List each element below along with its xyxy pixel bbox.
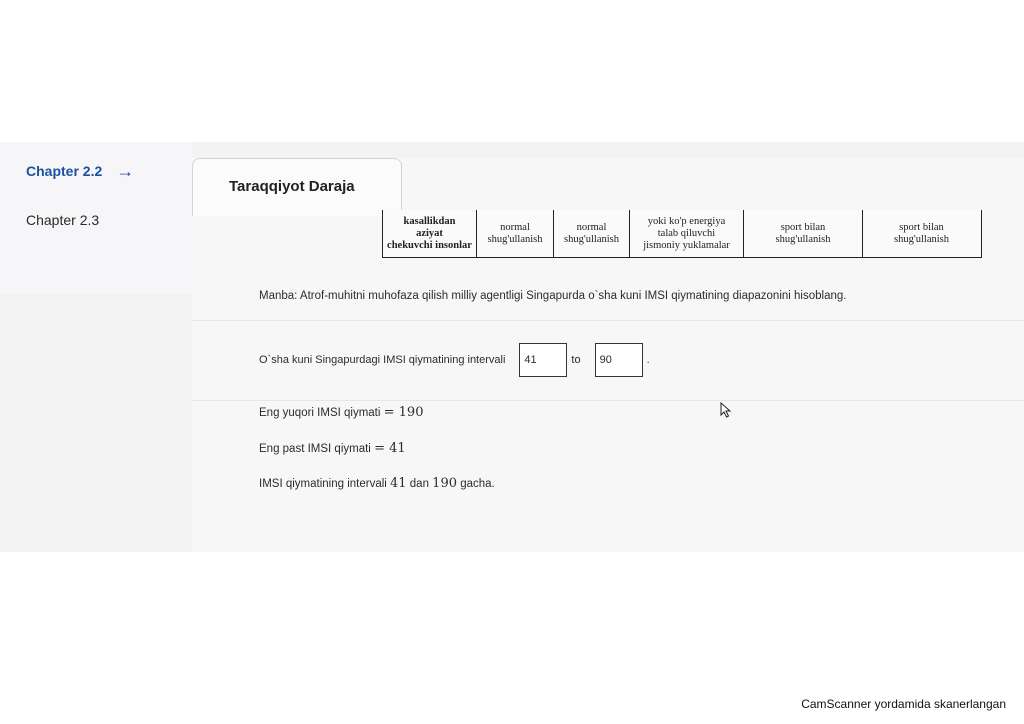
cell-line: shug'ullanish (775, 233, 831, 245)
range-line (259, 476, 495, 491)
table-cell (863, 210, 980, 257)
tab-label: Taraqqiyot Daraja (229, 178, 355, 195)
range-suffix: gacha. (460, 478, 495, 490)
range-mid: dan (409, 478, 429, 490)
cell-line: shug'ullanish (564, 233, 619, 245)
range-high: 190 (432, 476, 457, 491)
table-cell (630, 210, 744, 257)
table-cell (477, 210, 554, 257)
interval-high-input[interactable]: 90 (595, 343, 643, 377)
cell-line: yoki ko'p energiya (647, 215, 726, 227)
max-value-line (259, 405, 423, 420)
table-cell (744, 210, 863, 257)
table-cell (383, 210, 477, 257)
interval-question (259, 342, 650, 378)
cell-line: normal (576, 221, 607, 233)
table-cell (554, 210, 630, 257)
arrow-right-icon: → (116, 161, 135, 181)
sidebar-item-chapter-2-2[interactable] (26, 162, 134, 180)
cell-line: talab qiluvchi (657, 227, 716, 239)
cell-line: shug'ullanish (487, 233, 543, 245)
cell-line: shug'ullanish (894, 233, 949, 245)
interval-low-input[interactable]: 41 (519, 343, 567, 377)
sidebar-item-label: Chapter 2.2 (26, 163, 103, 179)
range-low: 41 (390, 476, 407, 491)
divider (192, 320, 1024, 321)
end-mark: . (646, 354, 650, 366)
source-text: Manba: Atrof-muhitni muhofaza qilish milliy agentligi Singapurda o`sha kuni IMSI qiymatining diapazonini hisoblang. (259, 290, 847, 302)
tab-taraqqiyot-daraja[interactable] (192, 158, 402, 216)
cell-line: normal (500, 221, 530, 233)
divider (192, 400, 1024, 401)
to-label: to (571, 354, 581, 366)
cell-line: kasallikdan (403, 215, 456, 227)
min-expression: = 41 (374, 441, 406, 456)
sidebar-item-label: Chapter 2.3 (26, 212, 100, 228)
cell-line: chekuvchi insonlar (387, 239, 472, 251)
min-label: Eng past IMSI qiymati (259, 443, 371, 455)
question-label: O`sha kuni Singapurdagi IMSI qiymatining intervali (259, 354, 506, 366)
max-expression: = 190 (383, 405, 424, 420)
cell-line: aziyat (416, 227, 443, 239)
cell-line: sport bilan (780, 221, 826, 233)
max-label: Eng yuqori IMSI qiymati (259, 407, 381, 419)
mouse-pointer-icon (720, 402, 732, 418)
app-screen (0, 142, 1024, 552)
sidebar (0, 142, 192, 294)
scanner-watermark: CamScanner yordamida skanerlangan (801, 697, 1006, 711)
cell-line: jismoniy yuklamalar (643, 239, 730, 251)
min-value-line (259, 441, 406, 456)
range-prefix: IMSI qiymatining intervali (259, 478, 387, 490)
cell-line: sport bilan (899, 221, 944, 233)
data-table-fragment (382, 210, 982, 258)
sidebar-item-chapter-2-3[interactable] (26, 212, 99, 228)
